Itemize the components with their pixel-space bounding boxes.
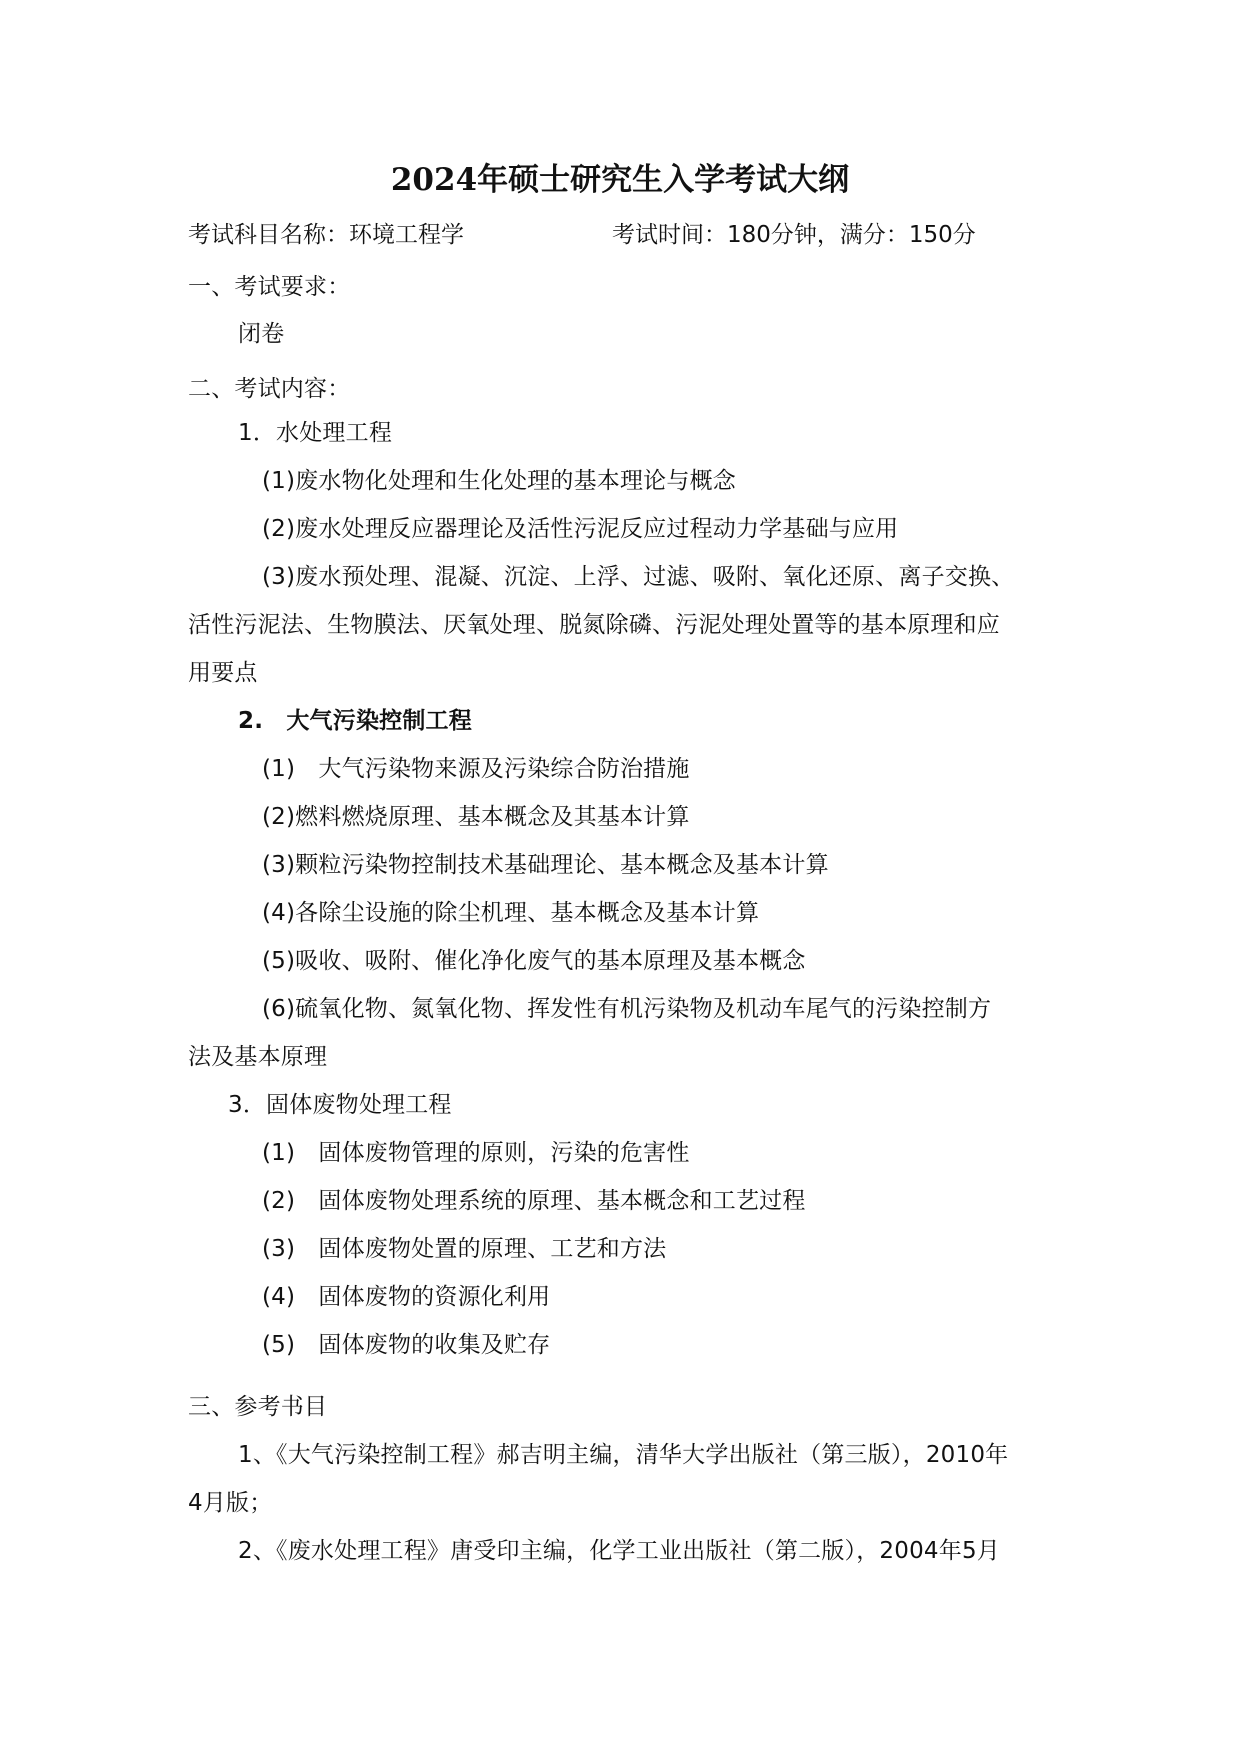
list-item-continuation: 用要点 bbox=[188, 660, 258, 686]
requirements-body: 闭卷 bbox=[238, 321, 285, 347]
section-heading-requirements: 一、考试要求： bbox=[188, 274, 351, 300]
list-item: (6)硫氧化物、氮氧化物、挥发性有机污染物及机动车尾气的污染控制方 bbox=[262, 996, 992, 1022]
list-item: (4) 固体废物的资源化利用 bbox=[262, 1284, 551, 1310]
exam-subject: 考试科目名称：环境工程学 bbox=[188, 222, 464, 248]
list-item: (5) 固体废物的收集及贮存 bbox=[262, 1332, 551, 1358]
exam-time-score: 考试时间：180分钟，满分：150分 bbox=[612, 222, 976, 248]
list-item-continuation: 法及基本原理 bbox=[188, 1044, 328, 1070]
part-heading-solid-waste: 3．固体废物处理工程 bbox=[228, 1092, 452, 1118]
section-heading-content: 二、考试内容： bbox=[188, 376, 351, 402]
part-heading-air: 2. 大气污染控制工程 bbox=[238, 708, 472, 734]
list-item: (3) 固体废物处置的原理、工艺和方法 bbox=[262, 1236, 667, 1262]
list-item: (2)废水处理反应器理论及活性污泥反应过程动力学基础与应用 bbox=[262, 516, 899, 542]
list-item-continuation: 活性污泥法、生物膜法、厌氧处理、脱氮除磷、污泥处理处置等的基本原理和应 bbox=[188, 612, 1000, 638]
list-item: (1)废水物化处理和生化处理的基本理论与概念 bbox=[262, 468, 736, 494]
list-item: (1) 固体废物管理的原则，污染的危害性 bbox=[262, 1140, 690, 1166]
part-heading-water: 1．水处理工程 bbox=[238, 420, 393, 446]
list-item: (5)吸收、吸附、催化净化废气的基本原理及基本概念 bbox=[262, 948, 806, 974]
reference-item-continuation: 4月版； bbox=[188, 1490, 273, 1516]
document-title: 2024年硕士研究生入学考试大纲 bbox=[390, 162, 850, 198]
list-item: (3)颗粒污染物控制技术基础理论、基本概念及基本计算 bbox=[262, 852, 829, 878]
reference-item: 2、《废水处理工程》唐受印主编，化学工业出版社（第二版），2004年5月 bbox=[238, 1538, 1000, 1564]
reference-item: 1、《大气污染控制工程》郝吉明主编，清华大学出版社（第三版），2010年 bbox=[238, 1442, 1009, 1468]
list-item: (2) 固体废物处理系统的原理、基本概念和工艺过程 bbox=[262, 1188, 806, 1214]
list-item: (2)燃料燃烧原理、基本概念及其基本计算 bbox=[262, 804, 690, 830]
list-item: (4)各除尘设施的除尘机理、基本概念及基本计算 bbox=[262, 900, 760, 926]
list-item: (3)废水预处理、混凝、沉淀、上浮、过滤、吸附、氧化还原、离子交换、 bbox=[262, 564, 1015, 590]
section-heading-references: 三、参考书目 bbox=[188, 1394, 328, 1420]
list-item: (1) 大气污染物来源及污染综合防治措施 bbox=[262, 756, 690, 782]
